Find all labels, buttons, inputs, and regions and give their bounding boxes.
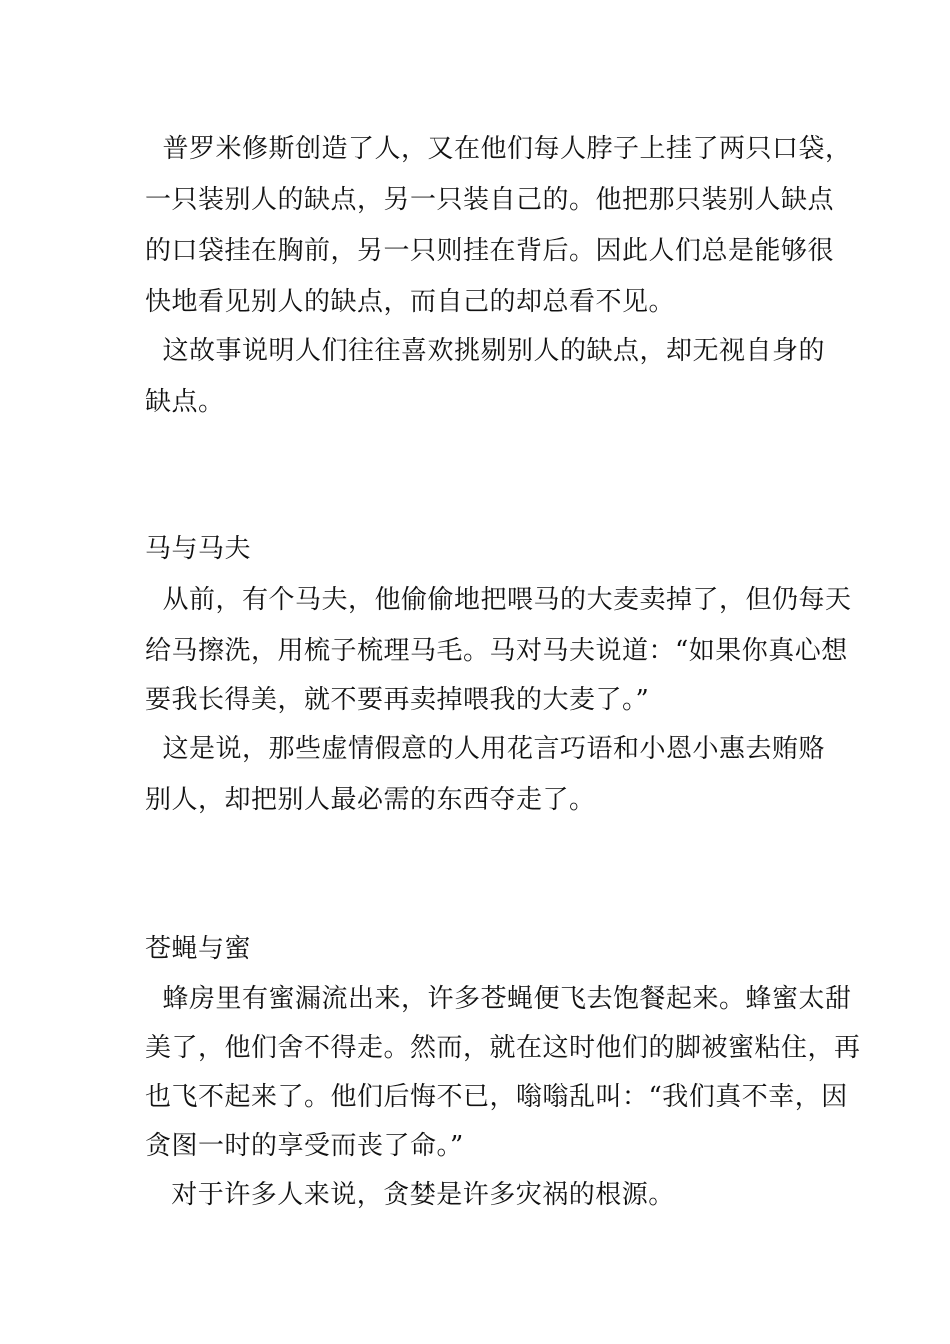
story-title: 苍蝇与蜜 [145, 934, 252, 964]
story1-moral-line: 这故事说明人们往往喜欢挑剔别人的缺点，却无视自身的 [145, 336, 826, 366]
story2-line: 从前，有个马夫，他偷偷地把喂马的大麦卖掉了，但仍每天 [145, 585, 852, 615]
story1-line: 的口袋挂在胸前，另一只则挂在背后。因此人们总是能够很 [145, 236, 835, 266]
story-title: 马与马夫 [145, 534, 252, 564]
story3-line: 也飞不起来了。他们后悔不已，嗡嗡乱叫：“我们真不幸，因 [145, 1082, 848, 1112]
story1-moral-line: 缺点。 [145, 387, 225, 417]
story3-line: 贪图一时的享受而丧了命。” [145, 1131, 464, 1161]
story1-line: 快地看见别人的缺点，而自己的却总看不见。 [145, 287, 676, 317]
story3-line: 美了，他们舍不得走。然而，就在这时他们的脚被蜜粘住，再 [145, 1033, 861, 1063]
story2-line: 要我长得美，就不要再卖掉喂我的大麦了。” [145, 685, 650, 715]
story3-line: 蜂房里有蜜漏流出来，许多苍蝇便飞去饱餐起来。蜂蜜太甜 [145, 984, 852, 1014]
story2-line: 给马擦洗，用梳子梳理马毛。马对马夫说道：“如果你真心想 [145, 636, 848, 666]
story1-line: 一只装别人的缺点，另一只装自己的。他把那只装别人缺点 [145, 185, 835, 215]
story2-moral-line: 别人，却把别人最必需的东西夺走了。 [145, 785, 596, 815]
story3-moral-line: 对于许多人来说，贪婪是许多灾祸的根源。 [145, 1180, 675, 1210]
story2-moral-line: 这是说，那些虚情假意的人用花言巧语和小恩小惠去贿赂 [145, 734, 826, 764]
story1-line: 普罗米修斯创造了人，又在他们每人脖子上挂了两只口袋， [145, 134, 852, 164]
